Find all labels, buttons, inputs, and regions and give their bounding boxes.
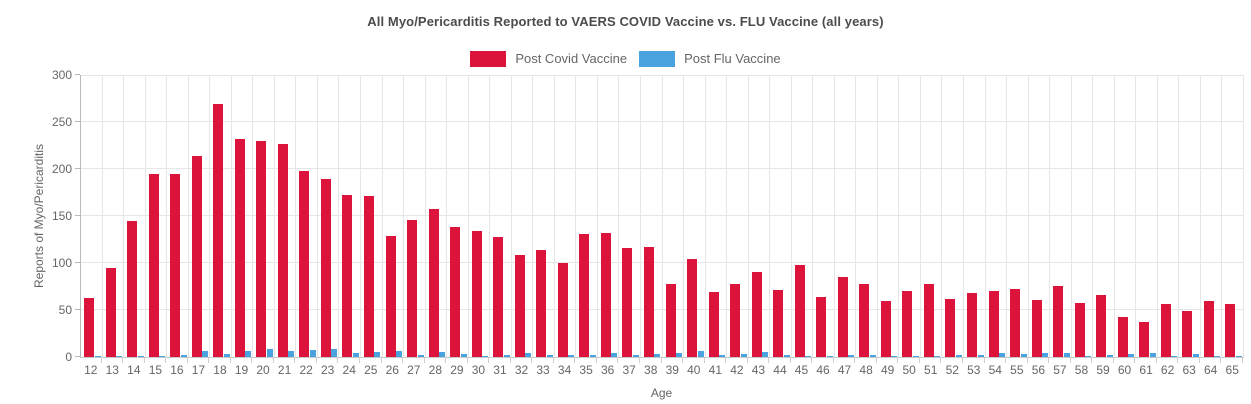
x-tick-label-29: 29: [450, 363, 464, 377]
flu-bar-age-30[interactable]: [482, 356, 488, 357]
flu-bar-age-43[interactable]: [762, 352, 768, 357]
gridline-v: [425, 75, 426, 357]
gridline-v: [1006, 75, 1007, 357]
x-tick-label-31: 31: [493, 363, 507, 377]
y-tick-label-150: 150: [51, 209, 72, 223]
x-tick-label-19: 19: [234, 363, 249, 377]
flu-bar-age-35[interactable]: [590, 355, 596, 357]
covid-bar-age-38[interactable]: [644, 247, 654, 357]
x-tick-label-44: 44: [773, 363, 787, 377]
y-tick-label-100: 100: [51, 256, 72, 270]
flu-bar-age-56[interactable]: [1042, 353, 1048, 357]
gridline-v: [941, 75, 942, 357]
gridline-v: [274, 75, 275, 357]
flu-bar-age-19[interactable]: [245, 351, 251, 357]
flu-bar-age-37[interactable]: [633, 355, 639, 357]
x-tick-label-26: 26: [385, 363, 399, 377]
covid-bar-age-21[interactable]: [278, 144, 288, 357]
flu-bar-age-33[interactable]: [547, 355, 553, 357]
flu-bar-age-17[interactable]: [202, 351, 208, 357]
covid-bar-age-36[interactable]: [601, 233, 611, 357]
gridline-v: [683, 75, 684, 357]
flu-bar-age-22[interactable]: [310, 350, 316, 357]
gridline-v: [1114, 75, 1115, 357]
flu-bar-age-53[interactable]: [978, 355, 984, 357]
y-tick-mark: [75, 74, 80, 75]
gridline-v: [532, 75, 533, 357]
flu-bar-age-34[interactable]: [568, 355, 574, 357]
flu-bar-age-14[interactable]: [138, 356, 144, 357]
gridline-v: [231, 75, 232, 357]
gridline-v: [791, 75, 792, 357]
covid-bar-age-61[interactable]: [1139, 322, 1149, 357]
gridline-v: [705, 75, 706, 357]
gridline-v: [898, 75, 899, 357]
covid-bar-age-31[interactable]: [493, 237, 503, 357]
flu-bar-age-32[interactable]: [525, 353, 531, 357]
covid-bar-age-33[interactable]: [536, 250, 546, 357]
gridline-v: [145, 75, 146, 357]
x-tick-label-25: 25: [364, 363, 378, 377]
gridline-v: [188, 75, 189, 357]
x-tick-label-46: 46: [816, 363, 830, 377]
gridline-v: [618, 75, 619, 357]
gridline-v: [597, 75, 598, 357]
flu-bar-age-24[interactable]: [353, 353, 359, 357]
flu-bar-age-46[interactable]: [827, 356, 833, 357]
covid-bar-age-52[interactable]: [945, 299, 955, 357]
gridline-v: [1135, 75, 1136, 357]
x-tick-label-49: 49: [880, 363, 895, 377]
gridline-v: [575, 75, 576, 357]
legend-label-post-covid-vaccine: Post Covid Vaccine: [515, 51, 628, 66]
x-tick-label-51: 51: [924, 363, 938, 377]
gridline-v: [1049, 75, 1050, 357]
x-tick-label-58: 58: [1074, 363, 1089, 377]
y-tick-mark: [75, 121, 80, 122]
covid-bar-age-39[interactable]: [666, 284, 676, 357]
x-tick-label-22: 22: [299, 363, 313, 377]
legend-swatch-flu-icon: [639, 51, 675, 67]
covid-bar-age-47[interactable]: [838, 277, 848, 357]
flu-bar-age-18[interactable]: [224, 354, 230, 357]
covid-bar-age-30[interactable]: [472, 231, 482, 357]
gridline-v: [1028, 75, 1029, 357]
chart-title: All Myo/Pericarditis Reported to VAERS COVID Vaccine vs. FLU Vaccine (all years): [367, 14, 884, 29]
x-tick-label-53: 53: [967, 363, 981, 377]
y-tick-mark: [75, 309, 80, 310]
flu-bar-age-61[interactable]: [1150, 353, 1156, 357]
gridline-v: [102, 75, 103, 357]
flu-bar-age-60[interactable]: [1128, 354, 1134, 357]
legend-label-post-flu-vaccine: Post Flu Vaccine: [684, 51, 781, 66]
y-tick-label-200: 200: [51, 162, 72, 176]
flu-bar-age-44[interactable]: [784, 355, 790, 357]
covid-bar-age-49[interactable]: [881, 301, 891, 357]
flu-bar-age-52[interactable]: [956, 355, 962, 357]
gridline-v: [769, 75, 770, 357]
flu-bar-age-36[interactable]: [611, 353, 617, 357]
gridline-v: [812, 75, 813, 357]
covid-bar-age-59[interactable]: [1096, 295, 1106, 357]
covid-bar-age-13[interactable]: [106, 268, 116, 357]
gridline-v: [446, 75, 447, 357]
gridline-v: [382, 75, 383, 357]
flu-bar-age-45[interactable]: [805, 356, 811, 357]
flu-bar-age-26[interactable]: [396, 351, 402, 357]
x-tick-label-35: 35: [579, 363, 593, 377]
covid-bar-age-15[interactable]: [149, 174, 159, 357]
covid-bar-age-43[interactable]: [752, 272, 762, 357]
x-tick-label-63: 63: [1182, 363, 1196, 377]
covid-bar-age-50[interactable]: [902, 291, 912, 357]
x-tick-label-40: 40: [687, 363, 701, 377]
flu-bar-age-25[interactable]: [374, 352, 380, 357]
gridline-v: [295, 75, 296, 357]
flu-bar-age-12[interactable]: [95, 356, 101, 357]
covid-bar-age-24[interactable]: [342, 195, 352, 357]
covid-bar-age-51[interactable]: [924, 284, 934, 357]
covid-bar-age-48[interactable]: [859, 284, 869, 357]
x-tick-label-13: 13: [105, 363, 119, 377]
gridline-v: [877, 75, 878, 357]
covid-bar-age-22[interactable]: [299, 171, 309, 357]
y-tick-label-250: 250: [51, 115, 72, 129]
gridline-v: [640, 75, 641, 357]
x-tick-label-41: 41: [708, 363, 722, 377]
chart-legend: [0, 51, 1251, 67]
x-tick-label-56: 56: [1031, 363, 1046, 377]
x-tick-label-59: 59: [1096, 363, 1110, 377]
flu-bar-age-29[interactable]: [461, 354, 467, 357]
covid-bar-age-18[interactable]: [213, 104, 223, 357]
x-tick-label-33: 33: [536, 363, 550, 377]
x-tick-label-43: 43: [751, 363, 766, 377]
covid-bar-age-41[interactable]: [709, 292, 719, 357]
covid-bar-age-17[interactable]: [192, 156, 202, 357]
x-tick-label-47: 47: [837, 363, 852, 377]
x-tick-label-38: 38: [644, 363, 658, 377]
flu-bar-age-65[interactable]: [1236, 356, 1242, 357]
gridline-v: [726, 75, 727, 357]
legend-item-post-covid-vaccine[interactable]: [470, 51, 627, 67]
covid-bar-age-35[interactable]: [579, 234, 589, 357]
covid-bar-age-29[interactable]: [450, 227, 460, 357]
x-axis-title: Age: [650, 386, 673, 400]
gridline-v: [468, 75, 469, 357]
gridline-v: [834, 75, 835, 357]
gridline-v: [1157, 75, 1158, 357]
x-tick-label-28: 28: [428, 363, 443, 377]
covid-bar-age-32[interactable]: [515, 255, 525, 357]
x-tick-label-64: 64: [1204, 363, 1218, 377]
y-tick-mark: [75, 215, 80, 216]
flu-bar-age-41[interactable]: [719, 355, 725, 357]
covid-bar-age-60[interactable]: [1118, 317, 1128, 357]
gridline-v: [920, 75, 921, 357]
covid-bar-age-26[interactable]: [386, 236, 396, 357]
x-tick-label-54: 54: [988, 363, 1002, 377]
covid-bar-age-46[interactable]: [816, 297, 826, 357]
flu-bar-age-21[interactable]: [288, 351, 294, 357]
gridline-v: [554, 75, 555, 357]
flu-bar-age-16[interactable]: [181, 355, 187, 357]
covid-bar-age-53[interactable]: [967, 293, 977, 357]
legend-item-post-flu-vaccine[interactable]: [639, 51, 781, 67]
flu-bar-age-58[interactable]: [1085, 356, 1091, 357]
gridline-h-300: [81, 75, 1244, 76]
gridline-v: [489, 75, 490, 357]
covid-bar-age-56[interactable]: [1032, 300, 1042, 357]
flu-bar-age-50[interactable]: [913, 356, 919, 357]
covid-bar-age-34[interactable]: [558, 263, 568, 357]
gridline-v: [209, 75, 210, 357]
covid-bar-age-37[interactable]: [622, 248, 632, 357]
gridline-v: [338, 75, 339, 357]
flu-bar-age-59[interactable]: [1107, 355, 1113, 357]
covid-bar-age-23[interactable]: [321, 179, 331, 357]
x-tick-label-61: 61: [1139, 363, 1153, 377]
x-tick-label-16: 16: [170, 363, 184, 377]
gridline-v: [1243, 75, 1244, 357]
flu-bar-age-40[interactable]: [698, 351, 704, 357]
y-tick-mark: [75, 262, 80, 263]
flu-bar-age-20[interactable]: [267, 349, 273, 357]
x-tick-label-17: 17: [191, 363, 206, 377]
x-tick-label-60: 60: [1117, 363, 1132, 377]
flu-bar-age-48[interactable]: [870, 355, 876, 357]
gridline-v: [166, 75, 167, 357]
covid-bar-age-20[interactable]: [256, 141, 266, 357]
x-tick-label-37: 37: [622, 363, 636, 377]
flu-bar-age-49[interactable]: [891, 356, 897, 357]
gridline-v: [985, 75, 986, 357]
x-tick-label-42: 42: [730, 363, 744, 377]
gridline-v: [963, 75, 964, 357]
gridline-v: [252, 75, 253, 357]
flu-bar-age-39[interactable]: [676, 353, 682, 357]
x-tick-label-50: 50: [902, 363, 916, 377]
flu-bar-age-54[interactable]: [999, 353, 1005, 357]
gridline-v: [1221, 75, 1222, 357]
flu-bar-age-51[interactable]: [934, 356, 940, 357]
covid-bar-age-44[interactable]: [773, 290, 783, 357]
x-tick-label-55: 55: [1010, 363, 1024, 377]
gridline-v: [317, 75, 318, 357]
x-tick-label-20: 20: [256, 363, 270, 377]
covid-bar-age-63[interactable]: [1182, 311, 1192, 357]
flu-bar-age-62[interactable]: [1171, 356, 1177, 357]
flu-bar-age-47[interactable]: [848, 355, 854, 357]
x-tick-label-65: 65: [1225, 363, 1239, 377]
gridline-h-250: [81, 121, 1244, 122]
x-tick-label-62: 62: [1160, 363, 1175, 377]
flu-bar-age-13[interactable]: [116, 356, 122, 357]
flu-bar-age-42[interactable]: [741, 354, 747, 357]
y-tick-label-300: 300: [51, 68, 72, 82]
covid-bar-age-28[interactable]: [429, 209, 439, 357]
flu-bar-age-28[interactable]: [439, 352, 445, 357]
x-tick-label-14: 14: [127, 363, 141, 377]
covid-bar-age-12[interactable]: [84, 298, 94, 357]
x-tick-label-45: 45: [794, 363, 809, 377]
flu-bar-age-15[interactable]: [159, 356, 165, 357]
gridline-v: [855, 75, 856, 357]
plot-area: [80, 75, 1244, 358]
legend-swatch-covid-icon: [470, 51, 506, 67]
x-tick-label-48: 48: [859, 363, 873, 377]
covid-bar-age-19[interactable]: [235, 139, 245, 357]
gridline-v: [1178, 75, 1179, 357]
gridline-v: [360, 75, 361, 357]
x-tick-label-15: 15: [148, 363, 163, 377]
gridline-v: [748, 75, 749, 357]
x-tick-label-23: 23: [320, 363, 335, 377]
covid-bar-age-25[interactable]: [364, 196, 374, 357]
x-tick-label-12: 12: [84, 363, 98, 377]
covid-bar-age-64[interactable]: [1204, 301, 1214, 357]
x-tick-label-24: 24: [342, 363, 356, 377]
gridline-v: [1071, 75, 1072, 357]
covid-bar-age-58[interactable]: [1075, 303, 1085, 357]
x-tick-label-27: 27: [407, 363, 421, 377]
flu-bar-age-27[interactable]: [418, 355, 424, 357]
covid-bar-age-40[interactable]: [687, 259, 697, 357]
y-tick-mark: [75, 168, 80, 169]
flu-bar-age-63[interactable]: [1193, 354, 1199, 357]
x-tick-label-34: 34: [557, 363, 572, 377]
y-axis-title: Reports of Myo/Pericarditis: [32, 143, 46, 289]
covid-bar-age-62[interactable]: [1161, 304, 1171, 357]
y-tick-label-0: 0: [65, 350, 72, 364]
covid-bar-age-14[interactable]: [127, 221, 137, 357]
x-tick-label-30: 30: [471, 363, 486, 377]
covid-bar-age-55[interactable]: [1010, 289, 1020, 357]
flu-bar-age-57[interactable]: [1064, 353, 1070, 357]
x-tick-label-39: 39: [665, 363, 679, 377]
gridline-v: [123, 75, 124, 357]
gridline-v: [1092, 75, 1093, 357]
flu-bar-age-23[interactable]: [331, 349, 337, 357]
covid-bar-age-45[interactable]: [795, 265, 805, 357]
gridline-v: [511, 75, 512, 357]
covid-bar-age-16[interactable]: [170, 174, 180, 357]
x-tick-label-57: 57: [1053, 363, 1067, 377]
x-tick-label-32: 32: [514, 363, 529, 377]
x-tick-label-21: 21: [277, 363, 292, 377]
y-tick-mark: [75, 356, 80, 357]
covid-bar-age-27[interactable]: [407, 220, 417, 357]
covid-bar-age-65[interactable]: [1225, 304, 1235, 357]
covid-bar-age-57[interactable]: [1053, 286, 1063, 357]
flu-bar-age-31[interactable]: [504, 355, 510, 357]
covid-bar-age-42[interactable]: [730, 284, 740, 357]
flu-bar-age-55[interactable]: [1021, 354, 1027, 357]
x-tick-label-52: 52: [945, 363, 959, 377]
gridline-v: [403, 75, 404, 357]
y-tick-label-50: 50: [58, 303, 72, 317]
x-tick-label-18: 18: [213, 363, 227, 377]
gridline-v: [662, 75, 663, 357]
covid-bar-age-54[interactable]: [989, 291, 999, 357]
gridline-v: [1200, 75, 1201, 357]
flu-bar-age-64[interactable]: [1214, 356, 1220, 357]
flu-bar-age-38[interactable]: [654, 354, 660, 357]
x-tick-label-36: 36: [600, 363, 615, 377]
